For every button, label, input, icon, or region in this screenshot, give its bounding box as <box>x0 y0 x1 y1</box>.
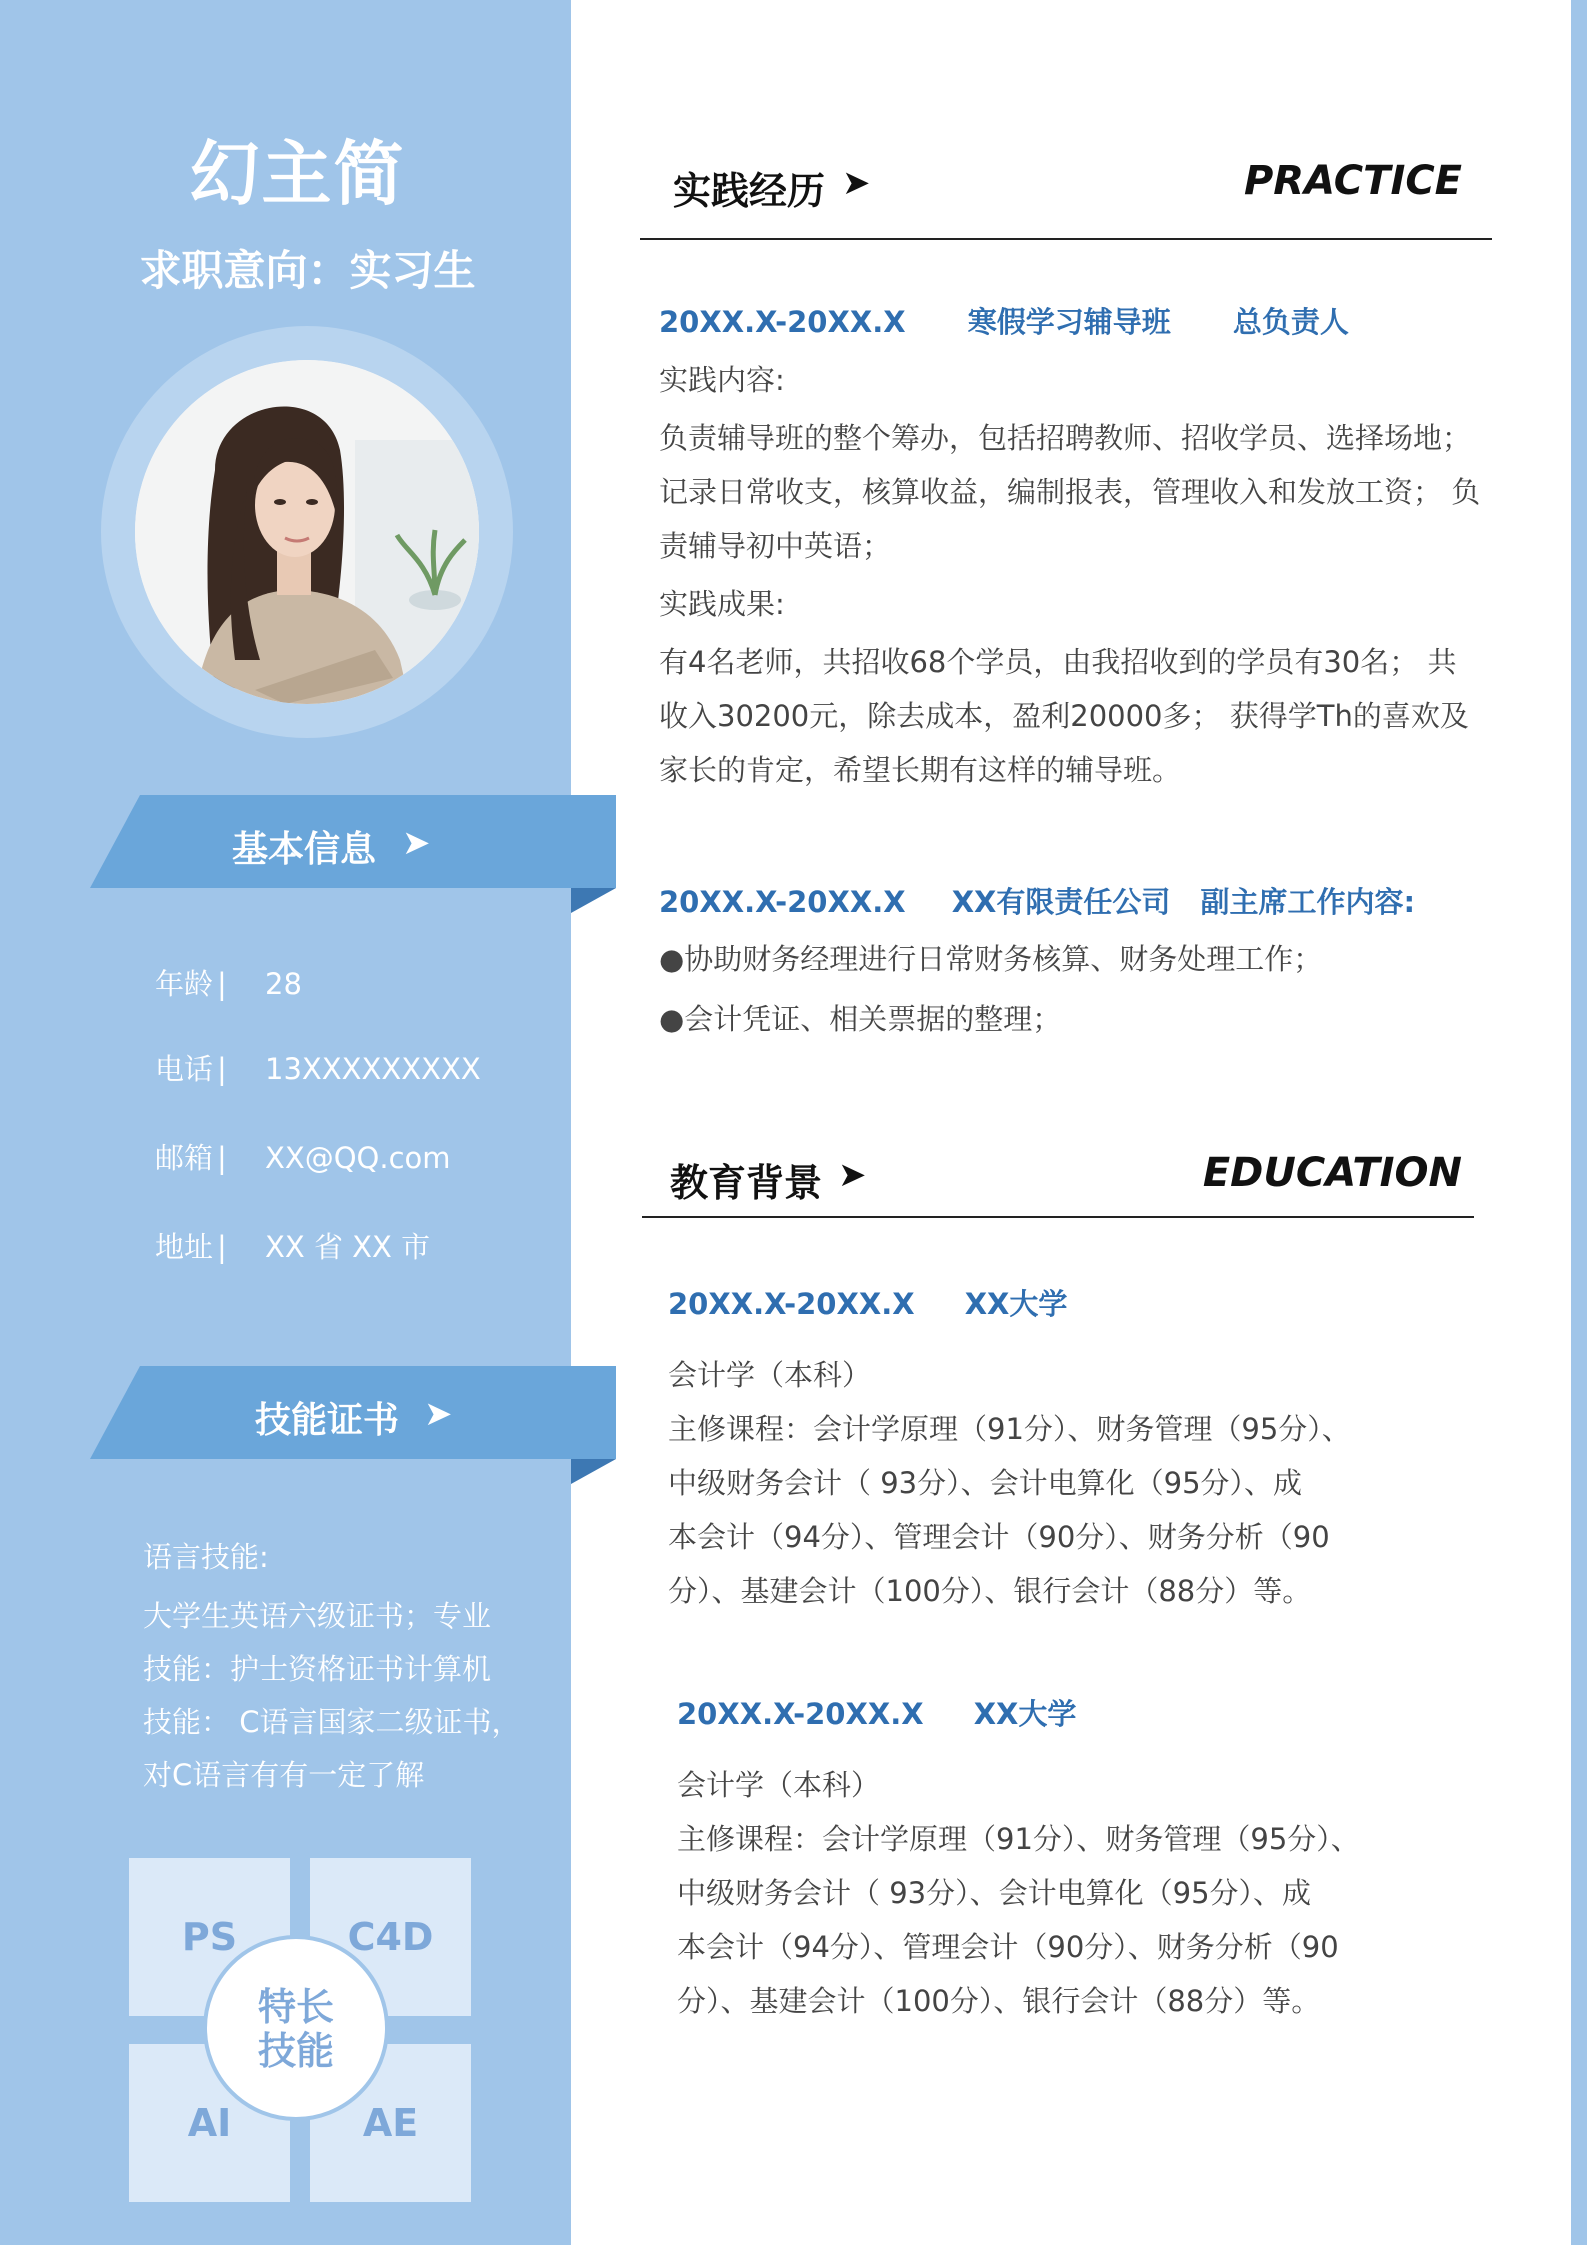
entry-date: 20XX.X-20XX.X <box>677 1697 924 1731</box>
entry-school: XX大学 <box>973 1697 1077 1731</box>
entry-date: 20XX.X-20XX.X <box>659 305 906 339</box>
info-separator: | <box>217 967 227 1001</box>
practice-section-title-en: PRACTICE <box>1243 158 1462 204</box>
body-line: 中级财务会计（ 93分）、会计电算化（95分）、成 <box>677 1876 1312 1910</box>
info-separator: | <box>217 1230 227 1264</box>
arrow-right-icon: ➤ <box>842 163 871 203</box>
circle-line: 技能 <box>257 2029 334 2073</box>
info-row-phone <box>155 1047 481 1088</box>
body-line: 家长的肯定，希望长期有这样的辅导班。 <box>659 753 1182 787</box>
skills-line: 技能： C语言国家二级证书， <box>143 1705 521 1739</box>
practice-entry-2-body <box>659 932 1489 1046</box>
info-label: 电话 <box>155 1052 214 1086</box>
body-line: 主修课程：会计学原理（91分）、财务管理（95分）、 <box>677 1822 1360 1856</box>
skill-tile-ae: AE <box>310 2044 471 2202</box>
body-line: 本会计（94分）、管理会计（90分）、财务分析（90 <box>677 1930 1339 1964</box>
body-line: 有4名老师，共招收68个学员，由我招收到的学员有30名； 共 <box>659 645 1457 679</box>
info-value: 13XXXXXXXXX <box>265 1052 481 1086</box>
specialty-skills-circle <box>203 1935 389 2121</box>
section-divider <box>640 238 1492 240</box>
info-value: XX@QQ.com <box>265 1141 451 1175</box>
skill-tile-c4d: C4D <box>310 1858 471 2016</box>
profile-photo <box>135 360 479 704</box>
body-line: 中级财务会计（ 93分）、会计电算化（95分）、成 <box>668 1466 1303 1500</box>
body-line: 收入30200元，除去成本，盈利20000多； 获得学Th的喜欢及 <box>659 699 1469 733</box>
skills-line: 对C语言有有一定了解 <box>143 1758 425 1792</box>
practice-section-title: 实践经历 <box>673 169 826 213</box>
skills-line: 技能：护士资格证书计算机 <box>143 1652 492 1686</box>
education-section-title-en: EDUCATION <box>1202 1150 1462 1196</box>
info-separator: | <box>217 1052 227 1086</box>
body-line: 记录日常收支，核算收益，编制报表，管理收入和发放工资； 负 <box>659 475 1481 509</box>
entry-role: 副主席工作内容: <box>1200 885 1416 919</box>
entry-date: 20XX.X-20XX.X <box>659 885 906 919</box>
basic-info-title: 基本信息 <box>232 829 377 870</box>
entry-date: 20XX.X-20XX.X <box>668 1287 915 1321</box>
arrow-right-icon: ➤ <box>424 1394 453 1434</box>
education-entry-2-body <box>677 1758 1397 2028</box>
body-line: 本会计（94分）、管理会计（90分）、财务分析（90 <box>668 1520 1330 1554</box>
info-row-address <box>155 1225 430 1266</box>
skills-description <box>143 1590 523 1802</box>
practice-entry-2-head <box>659 880 1415 921</box>
section-divider <box>642 1216 1474 1218</box>
body-line: 责辅导初中英语； <box>659 529 892 563</box>
practice-entry-1-body <box>659 353 1489 797</box>
info-row-email <box>155 1136 451 1177</box>
body-line: 分）、基建会计（100分）、银行会计（88分）等。 <box>677 1984 1321 2018</box>
info-value: XX 省 XX 市 <box>265 1230 431 1264</box>
entry-org: XX有限责任公司 <box>951 885 1171 919</box>
body-line: 主修课程：会计学原理（91分）、财务管理（95分）、 <box>668 1412 1351 1446</box>
body-line: 实践成果: <box>659 587 785 621</box>
skill-tile-ai: AI <box>129 2044 290 2202</box>
entry-org: 寒假学习辅导班 <box>967 305 1171 339</box>
info-label: 邮箱 <box>155 1141 214 1175</box>
body-line: 会计学（本科） <box>677 1768 881 1802</box>
skills-ribbon <box>0 1366 616 1496</box>
arrow-right-icon: ➤ <box>402 823 431 863</box>
basic-info-ribbon <box>0 795 616 925</box>
skills-title: 技能证书 <box>255 1400 400 1441</box>
body-line: 分）、基建会计（100分）、银行会计（88分）等。 <box>668 1574 1312 1608</box>
body-line: 负责辅导班的整个筹办，包括招聘教师、招收学员、选择场地； <box>659 421 1472 455</box>
info-row-age <box>155 962 302 1003</box>
education-section-title: 教育背景 <box>670 1161 823 1205</box>
info-label: 年龄 <box>155 967 214 1001</box>
body-line: ●协助财务经理进行日常财务核算、财务处理工作； <box>659 942 1323 976</box>
education-entry-1-head <box>668 1282 1067 1323</box>
entry-role: 总负责人 <box>1232 305 1349 339</box>
entry-school: XX大学 <box>964 1287 1068 1321</box>
body-line: 实践内容: <box>659 363 785 397</box>
skill-tile-ps: PS <box>129 1858 290 2016</box>
right-edge-strip <box>1571 0 1587 2245</box>
circle-line: 特长 <box>257 1985 334 2029</box>
education-entry-1-body <box>668 1348 1388 1618</box>
language-skills-label: 语言技能: <box>143 1540 269 1574</box>
education-entry-2-head <box>677 1692 1076 1733</box>
candidate-name: 幻主简 <box>189 133 406 215</box>
info-value: 28 <box>265 967 302 1001</box>
body-line: 会计学（本科） <box>668 1358 872 1392</box>
info-separator: | <box>217 1141 227 1175</box>
practice-entry-1-head <box>659 300 1349 341</box>
body-line: ●会计凭证、相关票据的整理； <box>659 1002 1062 1036</box>
job-intent: 求职意向：实习生 <box>139 246 476 295</box>
skills-line: 大学生英语六级证书；专业 <box>143 1599 492 1633</box>
arrow-right-icon: ➤ <box>838 1155 867 1195</box>
info-label: 地址 <box>155 1230 214 1264</box>
